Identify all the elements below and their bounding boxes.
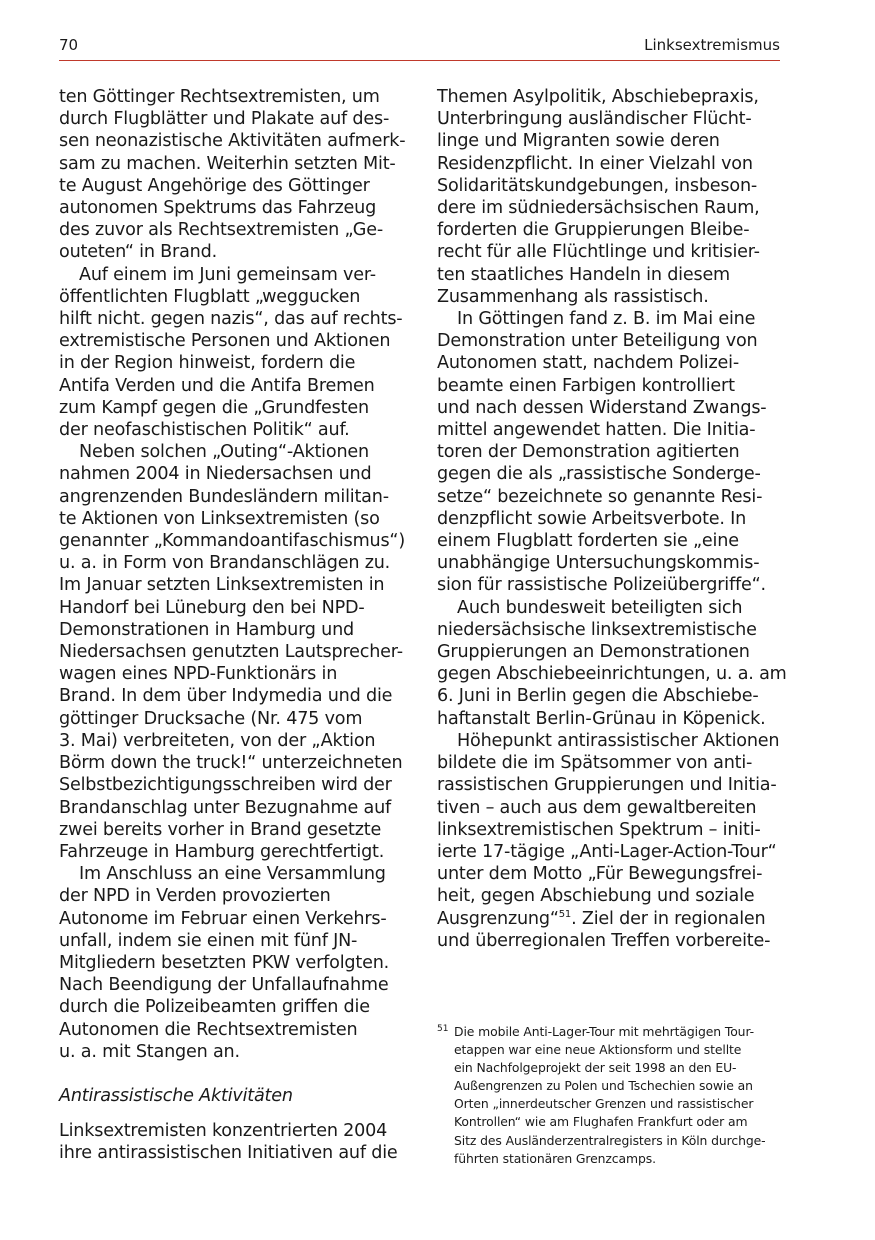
text-line: Autonome im Februar einen Verkehrs- bbox=[59, 908, 387, 929]
footnote-reference: 51 bbox=[558, 908, 572, 920]
footnote bbox=[437, 1023, 782, 1168]
text-line: ihre antirassistischen Initiativen auf die bbox=[59, 1143, 398, 1164]
text-line: einem Flugblatt forderten sie „eine bbox=[437, 531, 739, 552]
text-line: Höhepunkt antirassistischer Aktionen bbox=[457, 730, 780, 751]
text-line: und nach dessen Widerstand Zwangs- bbox=[437, 397, 767, 418]
text-line: durch die Polizeibeamten griffen die bbox=[59, 997, 370, 1018]
text-line: sion für rassistische Polizeiübergriffe“. bbox=[437, 575, 766, 596]
text-line: Autonomen die Rechtsextremisten bbox=[59, 1019, 358, 1040]
text-line: beamte einen Farbigen kontrolliert bbox=[437, 375, 735, 396]
text-line: Linksextremisten konzentrierten 2004 bbox=[59, 1121, 388, 1142]
text-line: Zusammenhang als rassistisch. bbox=[437, 286, 709, 307]
text-line: göttinger Drucksache (Nr. 475 vom bbox=[59, 708, 363, 729]
footnote-line: Außengrenzen zu Polen und Tschechien sowie an bbox=[454, 1078, 753, 1094]
text-line: des zuvor als Rechtsextremisten „Ge- bbox=[59, 220, 383, 241]
text-line: denzpflicht sowie Arbeitsverbote. In bbox=[437, 508, 747, 529]
text-line: linge und Migranten sowie deren bbox=[437, 131, 720, 152]
page-header bbox=[59, 36, 780, 61]
text-line: öffentlichten Flugblatt „weggucken bbox=[59, 286, 361, 307]
text-line: u. a. in Form von Brandanschlägen zu. bbox=[59, 553, 391, 574]
text-line: gegen Abschiebeeinrichtungen, u. a. am bbox=[437, 664, 787, 685]
text-line: Demonstration unter Beteiligung von bbox=[437, 331, 758, 352]
left-column bbox=[59, 86, 404, 1165]
text-line: linksextremistischen Spektrum – initi- bbox=[437, 819, 761, 840]
text-line: wagen eines NPD-Funktionärs in bbox=[59, 664, 338, 685]
footnote-line: Die mobile Anti-Lager-Tour mit mehrtägigen Tour- bbox=[454, 1024, 755, 1039]
text-line: 3. Mai) verbreiteten, von der „Aktion bbox=[59, 730, 376, 751]
text-line: hilft nicht. gegen nazis“, das auf rechts- bbox=[59, 309, 403, 330]
text-segment: . Ziel der in regionalen bbox=[571, 908, 766, 929]
text-line: haftanstalt Berlin-Grünau in Köpenick. bbox=[437, 708, 766, 729]
text-line: Börm down the truck!“ unterzeichneten bbox=[59, 753, 403, 774]
text-line: der NPD in Verden provozierten bbox=[59, 886, 331, 907]
text-line: Gruppierungen an Demonstrationen bbox=[437, 642, 750, 663]
text-line: durch Flugblätter und Plakate auf des- bbox=[59, 109, 390, 130]
text-line: Fahrzeuge in Hamburg gerechtfertigt. bbox=[59, 841, 385, 862]
text-line: te August Angehörige des Göttinger bbox=[59, 175, 370, 196]
text-line: angrenzenden Bundesländern militan- bbox=[59, 486, 389, 507]
text-line: Selbstbezichtigungsschreiben wird der bbox=[59, 775, 392, 796]
text-line: unter dem Motto „Für Bewegungsfrei- bbox=[437, 864, 763, 885]
text-line: und überregionalen Treffen vorbereite- bbox=[437, 930, 771, 951]
footnote-line: Orten „innerdeutscher Grenzen und rassistischer bbox=[454, 1096, 754, 1112]
text-line: In Göttingen fand z. B. im Mai eine bbox=[457, 309, 756, 330]
page-number: 70 bbox=[59, 36, 79, 54]
text-line: heit, gegen Abschiebung und soziale bbox=[437, 886, 755, 907]
text-line: extremistische Personen und Aktionen bbox=[59, 331, 391, 352]
text-line-with-footnote bbox=[437, 908, 782, 930]
text-line: Themen Asylpolitik, Abschiebepraxis, bbox=[437, 87, 759, 107]
text-line: toren der Demonstration agitierten bbox=[437, 442, 740, 463]
text-line: ierte 17-tägige „Anti-Lager-Action-Tour“ bbox=[437, 841, 777, 862]
text-line: Unterbringung ausländischer Flücht- bbox=[437, 109, 752, 130]
text-line: te Aktionen von Linksextremisten (so bbox=[59, 508, 380, 529]
text-line: Im Januar setzten Linksextremisten in bbox=[59, 575, 385, 596]
text-line: Residenzpflicht. In einer Vielzahl von bbox=[437, 153, 753, 174]
text-line: nahmen 2004 in Niedersachsen und bbox=[59, 464, 372, 485]
text-line: tiven – auch aus dem gewaltbereiten bbox=[437, 797, 757, 818]
text-line: 6. Juni in Berlin gegen die Abschiebe- bbox=[437, 686, 759, 707]
text-line: sen neonazistische Aktivitäten aufmerk- bbox=[59, 131, 406, 152]
text-line: unabhängige Untersuchungskommis- bbox=[437, 553, 760, 574]
footnote-line: Kontrollen“ wie am Flughafen Frankfurt oder am bbox=[454, 1114, 748, 1130]
text-line: u. a. mit Stangen an. bbox=[59, 1041, 240, 1062]
text-line: unfall, indem sie einen mit fünf JN- bbox=[59, 930, 358, 951]
text-line: Autonomen statt, nachdem Polizei- bbox=[437, 353, 739, 374]
text-line: setze“ bezeichnete so genannte Resi- bbox=[437, 486, 763, 507]
text-segment: Ausgrenzung“ bbox=[437, 908, 559, 929]
text-line: Antifa Verden und die Antifa Bremen bbox=[59, 375, 375, 396]
text-line: recht für alle Flüchtlinge und kritisier- bbox=[437, 242, 760, 263]
section-heading: Antirassistische Aktivitäten bbox=[59, 1085, 293, 1106]
text-line: Handorf bei Lüneburg den bei NPD- bbox=[59, 597, 365, 618]
text-line: gegen die als „rassistische Sonderge- bbox=[437, 464, 761, 485]
text-line: niedersächsische linksextremistische bbox=[437, 619, 757, 640]
running-title: Linksextremismus bbox=[644, 36, 780, 54]
text-line: genannter „Kommandoantifaschismus“) bbox=[59, 531, 405, 552]
text-line: Im Anschluss an eine Versammlung bbox=[79, 864, 386, 885]
text-line: zum Kampf gegen die „Grundfesten bbox=[59, 397, 369, 418]
text-line: Nach Beendigung der Unfallaufnahme bbox=[59, 975, 389, 996]
text-line: forderten die Gruppierungen Bleibe- bbox=[437, 220, 750, 241]
text-line: outeten“ in Brand. bbox=[59, 242, 217, 263]
text-line: Brandanschlag unter Bezugnahme auf bbox=[59, 797, 392, 818]
text-line: Mitgliedern besetzten PKW verfolgten. bbox=[59, 952, 390, 973]
footnote-line: ein Nachfolgeprojekt der seit 1998 an den EU- bbox=[454, 1060, 737, 1076]
text-line: der neofaschistischen Politik“ auf. bbox=[59, 420, 350, 441]
text-line: Solidaritätskundgebungen, insbeson- bbox=[437, 175, 758, 196]
text-line: in der Region hinweist, fordern die bbox=[59, 353, 356, 374]
text-line: zwei bereits vorher in Brand gesetzte bbox=[59, 819, 382, 840]
text-line: ten staatliches Handeln in diesem bbox=[437, 264, 731, 285]
footnote-line: etappen war eine neue Aktionsform und stellte bbox=[454, 1042, 742, 1058]
footnote-line: führten stationären Grenzcamps. bbox=[454, 1150, 656, 1166]
text-line: mittel angewendet hatten. Die Initia- bbox=[437, 420, 756, 441]
text-line: dere im südniedersächsischen Raum, bbox=[437, 198, 760, 219]
text-line: Neben solchen „Outing“-Aktionen bbox=[79, 442, 369, 463]
text-line: rassistischen Gruppierungen und Initia- bbox=[437, 775, 777, 796]
footnote-number: 51 bbox=[437, 1024, 449, 1034]
footnote-line: Sitz des Ausländerzentralregisters in Köln durchge- bbox=[454, 1132, 766, 1148]
text-line: Brand. In dem über Indymedia und die bbox=[59, 686, 393, 707]
text-line: Auch bundesweit beteiligten sich bbox=[457, 597, 743, 618]
text-line: Auf einem im Juni gemeinsam ver- bbox=[79, 264, 376, 285]
text-line: autonomen Spektrums das Fahrzeug bbox=[59, 198, 377, 219]
right-column bbox=[437, 86, 787, 952]
text-line: Demonstrationen in Hamburg und bbox=[59, 619, 355, 640]
text-line: ten Göttinger Rechtsextremisten, um bbox=[59, 87, 380, 107]
text-line: sam zu machen. Weiterhin setzten Mit- bbox=[59, 153, 396, 174]
text-line: Niedersachsen genutzten Lautsprecher- bbox=[59, 642, 403, 663]
text-line: bildete die im Spätsommer von anti- bbox=[437, 753, 753, 774]
